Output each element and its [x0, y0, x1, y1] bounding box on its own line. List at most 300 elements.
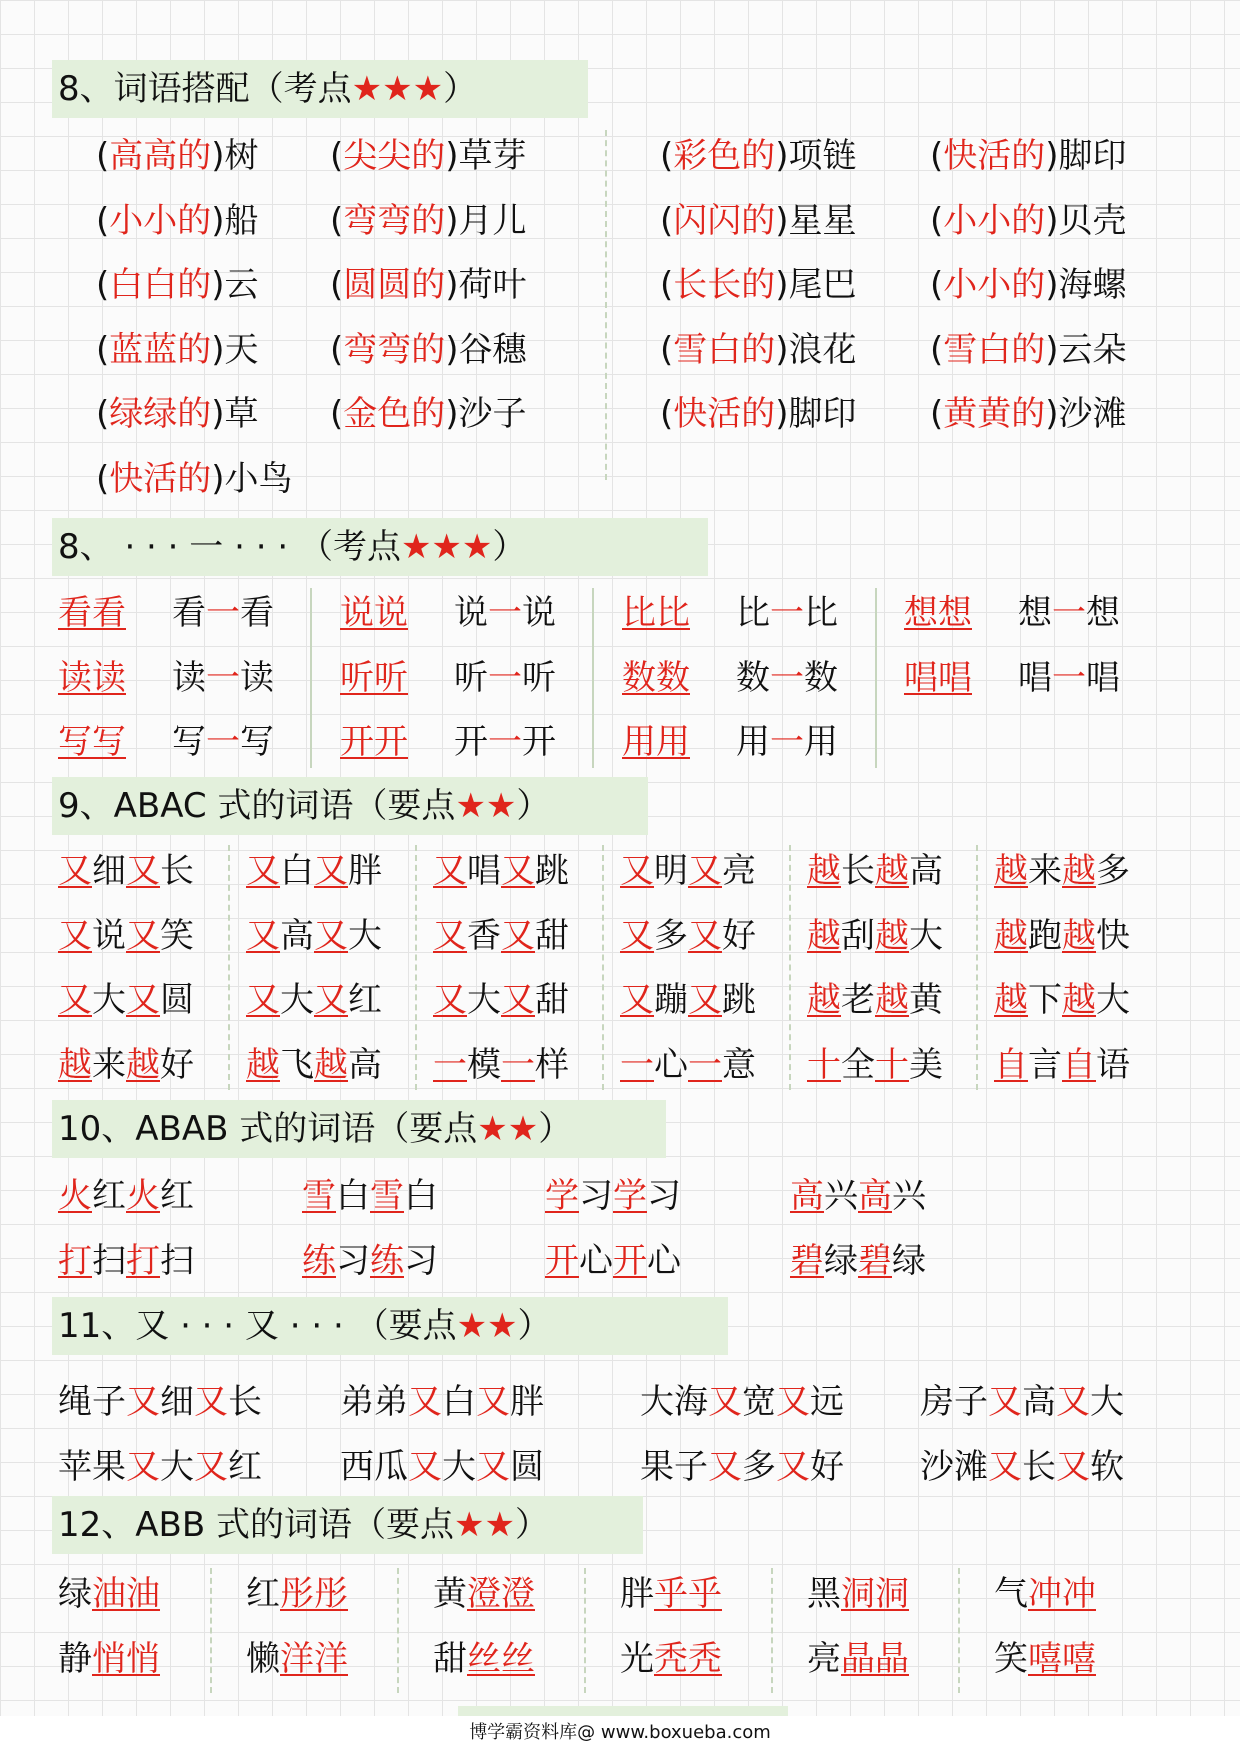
char-bb: 澄澄: [467, 1574, 535, 1614]
a-yi-a-word: [454, 589, 556, 637]
adjective: 长: [1022, 1446, 1056, 1487]
char: 数: [736, 657, 770, 698]
paren-close: ): [445, 394, 459, 434]
char-b: 跑: [1028, 915, 1062, 956]
char-b: 习: [404, 1240, 438, 1281]
char-bb: 彤彤: [280, 1574, 348, 1614]
char-b: 大: [92, 980, 126, 1020]
word-aa: 听听: [340, 657, 408, 698]
rating-stars: ★★: [455, 786, 517, 826]
column-divider: [789, 845, 791, 1090]
paren-close: ): [775, 200, 789, 241]
char-a: 越: [994, 980, 1028, 1020]
subject: 大海: [640, 1382, 708, 1422]
char-b: 红: [160, 1176, 194, 1216]
word-aa: 唱唱: [904, 657, 972, 698]
char-b: 兴: [824, 1176, 858, 1216]
collocation-item: [660, 390, 857, 438]
rating-stars: ★★★: [400, 527, 493, 567]
a-yi-a-word: [172, 654, 274, 702]
noun: 谷穗: [458, 329, 527, 370]
char-c: 甜: [535, 915, 569, 956]
you-you-sentence: [340, 1378, 544, 1426]
paren-close: ): [775, 136, 789, 176]
char-a: 雪: [370, 1176, 404, 1216]
char-b: 来: [1028, 851, 1062, 891]
abac-word: [433, 976, 569, 1024]
word-aa: 开开: [340, 722, 408, 762]
char-c: 好: [722, 915, 756, 956]
paren-close: ): [445, 329, 459, 370]
footer-watermark: 博学霸资料库@ www.boxueba.com: [0, 1716, 1240, 1753]
char: 读: [172, 657, 206, 698]
paren-open: (: [930, 200, 944, 241]
collocation-item: [330, 197, 527, 245]
column-divider: [958, 1568, 960, 1693]
abb-word: [246, 1570, 348, 1618]
adjective: 远: [810, 1382, 844, 1422]
a-yi-a-word: [172, 718, 274, 766]
char-c: 高: [909, 851, 943, 891]
adjective: 长: [228, 1382, 262, 1422]
char-c: 快: [1096, 915, 1130, 956]
char-b: 心: [579, 1240, 613, 1281]
paren-close: ): [211, 265, 225, 305]
abac-word: [994, 1041, 1130, 1089]
word-aa: 说说: [340, 593, 408, 633]
abac-word: [620, 1041, 756, 1089]
section-title: 8、词语搭配（考点: [58, 69, 352, 109]
char-a: 一: [688, 1044, 722, 1085]
char-a: 又: [688, 851, 722, 891]
char-b: 蹦: [654, 980, 688, 1020]
adjective: 小小的: [943, 200, 1046, 241]
paren-close: ): [1045, 265, 1059, 305]
char-you: 又: [408, 1382, 442, 1422]
paren-open: (: [96, 329, 110, 370]
abb-word: [620, 1635, 722, 1683]
noun: 贝壳: [1058, 200, 1127, 241]
char: 说: [522, 593, 556, 633]
paren-close: ）: [516, 786, 551, 826]
char-a: 又: [314, 980, 348, 1020]
paren-close: ): [211, 329, 225, 370]
section-header-reduplication: [52, 518, 708, 576]
paren-open: (: [660, 265, 674, 305]
char-yi: 一: [206, 657, 240, 698]
char-b: 白: [280, 851, 314, 891]
char-b: 老: [841, 980, 875, 1020]
collocation-item: [660, 326, 857, 374]
collocation-item: [96, 261, 259, 309]
char-c: 跳: [722, 980, 756, 1020]
collocation-item: [930, 197, 1127, 245]
char-a: 越: [1062, 851, 1096, 891]
char-yi: 一: [1052, 593, 1086, 633]
char-c: 长: [160, 851, 194, 891]
char-a: 十: [875, 1044, 909, 1085]
adjective: 快活的: [943, 136, 1046, 176]
char-you: 又: [476, 1382, 510, 1422]
abac-word: [620, 912, 756, 960]
char-c: 黄: [909, 980, 943, 1020]
paren-close: ): [211, 136, 225, 176]
reduplicated-word: [340, 654, 408, 702]
abb-word: [620, 1570, 722, 1618]
paren-open: (: [930, 265, 944, 305]
char: 比: [736, 593, 770, 633]
paren-open: (: [330, 329, 344, 370]
collocation-item: [96, 326, 259, 374]
you-you-sentence: [920, 1443, 1124, 1491]
char-a: 静: [58, 1638, 92, 1679]
a-yi-a-word: [736, 589, 838, 637]
char-a: 越: [875, 915, 909, 956]
word-aa: 看看: [58, 593, 126, 633]
noun: 树: [224, 136, 259, 176]
a-yi-a-word: [454, 654, 556, 702]
paren-close: ): [211, 458, 225, 499]
paren-open: (: [96, 394, 110, 434]
paren-close: ）: [492, 527, 527, 567]
char-a: 越: [126, 1044, 160, 1085]
subject: 沙滩: [920, 1446, 988, 1487]
char-c: 圆: [160, 980, 194, 1020]
char-a: 又: [620, 980, 654, 1020]
char-b: 唱: [467, 851, 501, 891]
adjective: 大: [1090, 1382, 1124, 1422]
noun: 草: [224, 394, 259, 434]
abb-word: [433, 1570, 535, 1618]
paren-close: ）: [443, 69, 478, 109]
char-a: 又: [433, 851, 467, 891]
noun: 荷叶: [458, 265, 527, 305]
paren-close: ): [775, 265, 789, 305]
noun: 海螺: [1058, 265, 1127, 305]
char-c: 甜: [535, 980, 569, 1020]
abac-word: [620, 847, 756, 895]
a-yi-a-word: [172, 589, 274, 637]
char-b: 高: [280, 915, 314, 956]
char-bb: 丝丝: [467, 1638, 535, 1679]
a-yi-a-word: [1018, 654, 1120, 702]
char-bb: 油油: [92, 1574, 160, 1614]
char-you: 又: [1056, 1446, 1090, 1487]
reduplicated-word: [58, 654, 126, 702]
char-yi: 一: [1052, 657, 1086, 698]
noun: 项链: [788, 136, 857, 176]
char-you: 又: [194, 1382, 228, 1422]
adjective: 白白的: [109, 265, 212, 305]
subject: 绳子: [58, 1382, 126, 1422]
noun: 云朵: [1058, 329, 1127, 370]
adjective: 尖尖的: [343, 136, 446, 176]
char-a: 碧: [858, 1240, 892, 1281]
paren-open: (: [930, 329, 944, 370]
char-b: 长: [841, 851, 875, 891]
abb-word: [246, 1635, 348, 1683]
char-a: 越: [807, 915, 841, 956]
char-a: 又: [126, 915, 160, 956]
adjective: 大: [442, 1446, 476, 1487]
char-a: 自: [994, 1044, 1028, 1085]
rating-stars: ★★: [477, 1109, 539, 1149]
you-you-sentence: [640, 1378, 844, 1426]
char: 写: [172, 722, 206, 762]
char-yi: 一: [770, 593, 804, 633]
adjective: 红: [228, 1446, 262, 1487]
char-a: 又: [433, 980, 467, 1020]
abac-word: [246, 1041, 382, 1089]
char-c: 语: [1096, 1044, 1130, 1085]
char-a: 又: [58, 915, 92, 956]
collocation-item: [930, 132, 1127, 180]
reduplicated-word: [904, 589, 972, 637]
adjective: 蓝蓝的: [109, 329, 212, 370]
abab-word: [545, 1237, 681, 1285]
char-c: 笑: [160, 915, 194, 956]
adjective: 快活的: [673, 394, 776, 434]
column-divider: [228, 845, 230, 1090]
char-you: 又: [708, 1382, 742, 1422]
char-a: 懒: [246, 1638, 280, 1679]
collocation-item: [930, 261, 1127, 309]
abac-word: [620, 976, 756, 1024]
char-b: 扫: [160, 1240, 194, 1281]
char: 看: [172, 593, 206, 633]
adjective: 软: [1090, 1446, 1124, 1487]
char-a: 火: [126, 1176, 160, 1216]
char-a: 又: [246, 915, 280, 956]
char-b: 红: [92, 1176, 126, 1216]
reduplicated-word: [58, 589, 126, 637]
char-a: 一: [501, 1044, 535, 1085]
you-you-sentence: [58, 1378, 262, 1426]
char-a: 碧: [790, 1240, 824, 1281]
char: 唱: [1086, 657, 1120, 698]
subject: 西瓜: [340, 1446, 408, 1487]
char-a: 越: [807, 980, 841, 1020]
char-b: 大: [280, 980, 314, 1020]
char-c: 胖: [348, 851, 382, 891]
char-yi: 一: [206, 593, 240, 633]
char-c: 大: [909, 915, 943, 956]
paren-open: (: [330, 394, 344, 434]
section-title: 8、 · · · 一 · · · （考点: [58, 527, 401, 567]
column-divider: [605, 130, 607, 480]
char-b: 习: [647, 1176, 681, 1216]
char-c: 意: [722, 1044, 756, 1085]
abab-word: [302, 1172, 438, 1220]
char-a: 越: [246, 1044, 280, 1085]
reduplicated-word: [622, 589, 690, 637]
char: 唱: [1018, 657, 1052, 698]
a-yi-a-word: [1018, 589, 1120, 637]
adjective: 雪白的: [943, 329, 1046, 370]
paren-close: ): [445, 136, 459, 176]
adjective: 宽: [742, 1382, 776, 1422]
paren-open: (: [660, 200, 674, 241]
paren-open: (: [96, 265, 110, 305]
adjective: 大: [160, 1446, 194, 1487]
char-a: 越: [1062, 980, 1096, 1020]
char-bb: 冲冲: [1028, 1574, 1096, 1614]
noun: 星星: [788, 200, 857, 241]
paren-close: ）: [517, 1306, 552, 1346]
char-you: 又: [776, 1446, 810, 1487]
collocation-item: [96, 132, 259, 180]
char-c: 美: [909, 1044, 943, 1085]
char-a: 又: [501, 980, 535, 1020]
abab-word: [790, 1172, 926, 1220]
paren-close: ): [1045, 200, 1059, 241]
collocation-item: [330, 261, 527, 309]
char-bb: 洋洋: [280, 1638, 348, 1679]
char-yi: 一: [770, 657, 804, 698]
char-a: 又: [433, 915, 467, 956]
reduplicated-word: [340, 589, 408, 637]
adjective: 好: [810, 1446, 844, 1487]
abac-word: [994, 847, 1130, 895]
collocation-item: [660, 261, 857, 309]
adjective: 闪闪的: [673, 200, 776, 241]
adjective: 胖: [510, 1382, 544, 1422]
char-a: 又: [314, 915, 348, 956]
char-you: 又: [194, 1446, 228, 1487]
char: 数: [804, 657, 838, 698]
char-a: 又: [688, 980, 722, 1020]
char: 写: [240, 722, 274, 762]
abb-word: [58, 1570, 160, 1618]
char: 用: [804, 722, 838, 762]
noun: 草芽: [458, 136, 527, 176]
word-aa: 读读: [58, 657, 126, 698]
adjective: 白: [442, 1382, 476, 1422]
char-a: 又: [688, 915, 722, 956]
abac-word: [246, 976, 382, 1024]
char-a: 亮: [807, 1638, 841, 1679]
adjective: 金色的: [343, 394, 446, 434]
paren-open: (: [930, 136, 944, 176]
abac-word: [58, 912, 194, 960]
noun: 沙子: [458, 394, 527, 434]
char-a: 又: [58, 980, 92, 1020]
adjective: 彩色的: [673, 136, 776, 176]
char-a: 甜: [433, 1638, 467, 1679]
paren-close: ): [211, 394, 225, 434]
char-a: 一: [620, 1044, 654, 1085]
word-aa: 比比: [622, 593, 690, 633]
char-b: 香: [467, 915, 501, 956]
noun: 月儿: [458, 200, 527, 241]
char-c: 多: [1096, 851, 1130, 891]
paren-close: ): [775, 329, 789, 370]
char-b: 来: [92, 1044, 126, 1085]
char-c: 样: [535, 1044, 569, 1085]
subject: 苹果: [58, 1446, 126, 1487]
char-a: 越: [1062, 915, 1096, 956]
char-a: 红: [246, 1574, 280, 1614]
char-a: 又: [620, 915, 654, 956]
adjective: 黄黄的: [943, 394, 1046, 434]
abb-word: [807, 1570, 909, 1618]
char-b: 明: [654, 851, 688, 891]
char-a: 自: [1062, 1044, 1096, 1085]
char: 说: [454, 593, 488, 633]
paren-close: ）: [538, 1109, 573, 1149]
adjective: 多: [742, 1446, 776, 1487]
char: 想: [1018, 593, 1052, 633]
char-b: 细: [92, 851, 126, 891]
paren-open: (: [330, 265, 344, 305]
char-a: 雪: [302, 1176, 336, 1216]
char-you: 又: [988, 1382, 1022, 1422]
abac-word: [58, 847, 194, 895]
char-a: 练: [302, 1240, 336, 1281]
char-a: 开: [613, 1240, 647, 1281]
you-you-sentence: [640, 1443, 844, 1491]
char-b: 心: [654, 1044, 688, 1085]
char-bb: 嘻嘻: [1028, 1638, 1096, 1679]
abb-word: [807, 1635, 909, 1683]
column-divider: [415, 845, 417, 1090]
char-a: 黄: [433, 1574, 467, 1614]
paren-open: (: [330, 200, 344, 241]
char-b: 白: [404, 1176, 438, 1216]
abac-word: [807, 847, 943, 895]
char-b: 习: [336, 1240, 370, 1281]
noun: 天: [224, 329, 259, 370]
char-b: 兴: [892, 1176, 926, 1216]
adjective: 高: [1022, 1382, 1056, 1422]
char: 开: [454, 722, 488, 762]
char-you: 又: [476, 1446, 510, 1487]
paren-close: ): [1045, 329, 1059, 370]
char-a: 越: [875, 851, 909, 891]
abac-word: [994, 912, 1130, 960]
adjective: 雪白的: [673, 329, 776, 370]
char: 听: [522, 657, 556, 698]
section-header-abab: [52, 1100, 666, 1158]
char-b: 言: [1028, 1044, 1062, 1085]
column-divider: [976, 845, 978, 1090]
abac-word: [246, 912, 382, 960]
char-c: 高: [348, 1044, 382, 1085]
adjective: 小小的: [943, 265, 1046, 305]
collocation-item: [330, 132, 527, 180]
adjective: 绿绿的: [109, 394, 212, 434]
abac-word: [994, 976, 1130, 1024]
char-b: 绿: [824, 1240, 858, 1281]
char-b: 模: [467, 1044, 501, 1085]
abac-word: [433, 847, 569, 895]
char-a: 十: [807, 1044, 841, 1085]
char-a: 开: [545, 1240, 579, 1281]
subject: 果子: [640, 1446, 708, 1487]
paren-close: ): [445, 200, 459, 241]
collocation-item: [96, 197, 259, 245]
adjective: 弯弯的: [343, 200, 446, 241]
char-c: 红: [348, 980, 382, 1020]
paren-close: ): [1045, 136, 1059, 176]
char-b: 刮: [841, 915, 875, 956]
char-a: 越: [314, 1044, 348, 1085]
char-yi: 一: [206, 722, 240, 762]
paren-close: ): [211, 200, 225, 241]
char-a: 又: [126, 980, 160, 1020]
paren-close: ）: [514, 1505, 549, 1545]
section-header-you-you: [52, 1297, 728, 1355]
